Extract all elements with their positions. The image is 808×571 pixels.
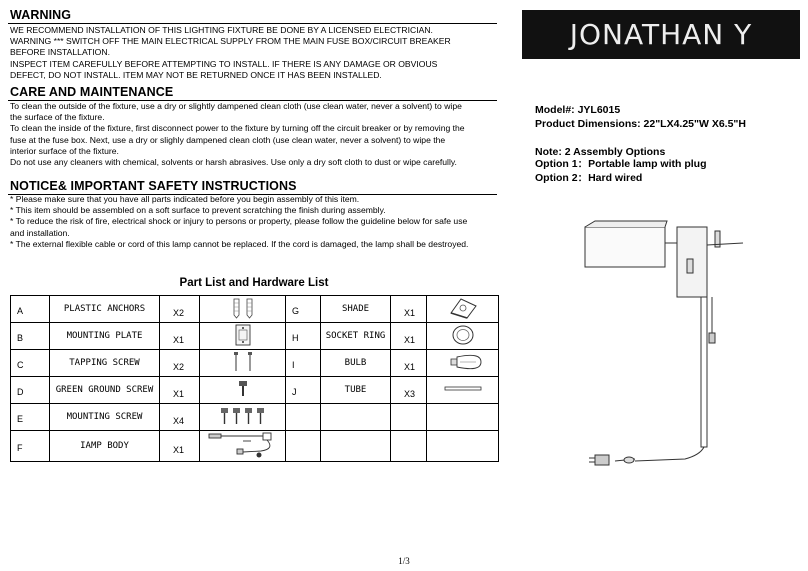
part-name: IAMP BODY xyxy=(50,431,160,462)
option-1: Option 1：Portable lamp with plug xyxy=(535,158,707,170)
care-title: CARE AND MAINTENANCE xyxy=(10,85,174,99)
model-number: Model#: JYL6015 xyxy=(535,104,621,116)
notice-line: * The external flexible cable or cord of this lamp cannot be replaced. If the cord is damaged, the lamp shall be destroyed. xyxy=(10,238,469,249)
part-letter xyxy=(286,404,321,431)
table-row xyxy=(11,323,499,350)
plastic-anchors-icon xyxy=(223,297,263,319)
divider xyxy=(8,23,497,24)
table-row xyxy=(11,296,499,323)
part-qty: X1 xyxy=(391,350,427,377)
part-qty xyxy=(391,431,427,462)
part-name: SOCKET RING xyxy=(321,323,391,350)
part-qty xyxy=(391,404,427,431)
part-qty: X2 xyxy=(160,296,200,323)
parts-table xyxy=(10,295,499,462)
warning-line: INSPECT ITEM CAREFULLY BEFORE ATTEMPTING TO INSTALL. IF THERE IS ANY DAMAGE OR OBVIOUS xyxy=(10,58,438,69)
part-qty: X3 xyxy=(391,377,427,404)
part-name: GREEN GROUND SCREW xyxy=(50,377,160,404)
care-text xyxy=(10,101,498,168)
tapping-screw-icon xyxy=(223,350,263,374)
part-letter: G xyxy=(286,296,321,323)
part-name xyxy=(321,404,391,431)
part-letter: E xyxy=(11,404,50,431)
notice-text xyxy=(10,194,498,250)
part-qty: X4 xyxy=(160,404,200,431)
assembly-note: Note: 2 Assembly Options xyxy=(535,146,666,158)
part-name: TUBE xyxy=(321,377,391,404)
notice-title: NOTICE& IMPORTANT SAFETY INSTRUCTIONS xyxy=(10,179,297,193)
part-name: TAPPING SCREW xyxy=(50,350,160,377)
lamp-illustration xyxy=(575,215,775,475)
table-row xyxy=(11,350,499,377)
part-qty: X1 xyxy=(160,431,200,462)
brand-logo: JONATHAN Y xyxy=(522,10,800,59)
care-line: To clean the outside of the fixture, use a dry or slightly dampened clean cloth (use clean water, never a solvent) to wipe xyxy=(10,101,462,111)
part-name: MOUNTING SCREW xyxy=(50,404,160,431)
part-letter: F xyxy=(11,431,50,462)
part-name: BULB xyxy=(321,350,391,377)
part-qty: X2 xyxy=(160,350,200,377)
table-row xyxy=(11,404,499,431)
part-letter: D xyxy=(11,377,50,404)
table-row xyxy=(11,377,499,404)
part-qty: X1 xyxy=(160,323,200,350)
socket-ring-icon xyxy=(443,323,483,347)
notice-line: * Please make sure that you have all parts indicated before you begin assembly of this item. xyxy=(10,194,360,204)
part-name: MOUNTING PLATE xyxy=(50,323,160,350)
warning-line: WARNING *** SWITCH OFF THE MAIN ELECTRICAL SUPPLY FROM THE MAIN FUSE BOX/CIRCUIT BREAKER xyxy=(10,36,451,47)
part-letter: H xyxy=(286,323,321,350)
warning-line: WE RECOMMEND INSTALLATION OF THIS LIGHTING FIXTURE BE DONE BY A LICENSED ELECTRICIAN. xyxy=(10,25,433,35)
parts-title: Part List and Hardware List xyxy=(179,277,329,289)
part-name: PLASTIC ANCHORS xyxy=(50,296,160,323)
lamp-body-icon xyxy=(203,431,283,459)
part-letter: A xyxy=(11,296,50,323)
care-line: To clean the inside of the fixture, first disconnect power to the fixture by turning off the circuit breaker or by removing the xyxy=(10,123,465,134)
ground-screw-icon xyxy=(223,377,263,401)
part-qty: X1 xyxy=(391,296,427,323)
part-qty: X1 xyxy=(391,323,427,350)
warning-line: BEFORE INSTALLATION. xyxy=(10,47,110,58)
mounting-screw-icon xyxy=(213,404,273,428)
part-letter: I xyxy=(286,350,321,377)
tube-icon xyxy=(441,378,485,400)
part-letter: J xyxy=(286,377,321,404)
product-dimensions: Product Dimensions: 22"LX4.25"W X6.5"H xyxy=(535,118,746,130)
part-letter: B xyxy=(11,323,50,350)
shade-icon xyxy=(443,296,483,320)
care-line: Do not use any cleaners with chemical, solvents or harsh abrasives. Use only a dry soft cloth to dust or wipe carefully. xyxy=(10,157,457,168)
warning-title: WARNING xyxy=(10,8,72,22)
table-row xyxy=(11,431,499,462)
part-letter xyxy=(286,431,321,462)
warning-line: DEFECT, DO NOT INSTALL. ITEM MAY NOT BE RETURNED ONCE IT HAS BEEN INSTALLED. xyxy=(10,69,382,80)
notice-line: * To reduce the risk of fire, electrical shock or injury to persons or property, please follow the guideline below for safe use xyxy=(10,216,468,227)
care-line: interior surface of the fixture. xyxy=(10,145,119,156)
care-line: fuse at the fuse box. Next, use a dry or slighly dampened clean cloth (use clean water, never a solvent) to wipe the xyxy=(10,134,446,145)
notice-line: * This item should be assembled on a soft surface to prevent scratching the finish during assembly. xyxy=(10,205,386,216)
mounting-plate-icon xyxy=(223,323,263,347)
care-line: the surface of the fixture. xyxy=(10,112,105,123)
page-number: 1/3 xyxy=(398,556,410,566)
option-2: Option 2：Hard wired xyxy=(535,172,643,184)
part-qty: X1 xyxy=(160,377,200,404)
part-name xyxy=(321,431,391,462)
warning-text xyxy=(10,25,498,81)
bulb-icon xyxy=(441,351,485,373)
part-letter: C xyxy=(11,350,50,377)
part-name: SHADE xyxy=(321,296,391,323)
notice-line: and installation. xyxy=(10,227,70,238)
